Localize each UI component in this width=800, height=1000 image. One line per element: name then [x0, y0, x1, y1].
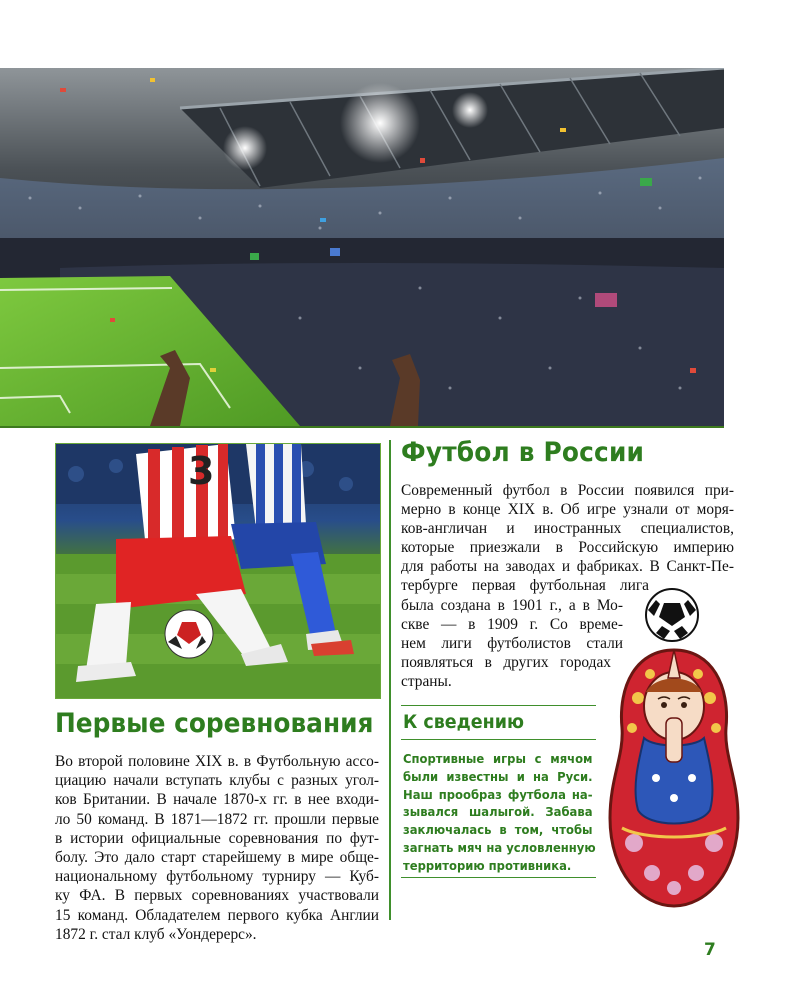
- info-box-title-rule: [401, 739, 596, 740]
- svg-text:3: 3: [188, 449, 215, 493]
- info-line: Спортивные игры с мячом: [403, 751, 593, 766]
- matryoshka-with-ball-illustration: [604, 588, 744, 913]
- info-box-top-rule: [401, 705, 596, 706]
- stadium-photo: [0, 68, 724, 428]
- info-line: Наш прообраз футбола на-: [403, 786, 593, 802]
- first-line: ло 50 команд. В 1871—1872 гг. прошли первые: [55, 810, 379, 828]
- first-line: национальному футбольному турниру — Куб-: [55, 868, 379, 886]
- first-competitions-paragraph: [55, 752, 379, 944]
- players-illustration: [56, 444, 380, 698]
- first-line: Во второй половине XIX в. в Футбольную ассо-: [55, 753, 379, 770]
- info-line: территорию противника.: [403, 857, 572, 873]
- info-box-bottom-rule: [401, 877, 596, 878]
- russia-line: тербурге первая футбольная лига: [401, 577, 649, 595]
- russia-line: появляться в других городах: [401, 653, 611, 671]
- russia-line: Современный футбол в России появился при-: [401, 482, 734, 499]
- russia-line: скве — в 1909 г. Со време-: [401, 615, 623, 633]
- first-line: болу. Это дало старт старейшему в мире обще-: [55, 849, 379, 867]
- russia-line: ков-англичан и иностранных специалистов,: [401, 520, 734, 538]
- stadium-illustration: [0, 68, 724, 426]
- russia-heading: Футбол в России: [401, 437, 645, 468]
- info-line: были известны и на Руси.: [403, 768, 593, 784]
- column-divider: [389, 440, 391, 920]
- first-line: циацию начали вступать клубы с разных угол-: [55, 772, 379, 790]
- russia-line: страны.: [401, 672, 452, 690]
- football-players-photo: [55, 443, 381, 699]
- info-line: заключалась в том, чтобы: [403, 822, 593, 838]
- first-competitions-heading: Первые соревнования: [55, 708, 374, 739]
- russia-line: была создана в 1901 г., а в Мо-: [401, 596, 623, 614]
- matryoshka-drawing: [604, 588, 744, 913]
- first-line: 15 команд. Обладателем первого кубка Англии: [55, 906, 379, 924]
- info-line: загнать мяч на условленную: [403, 839, 596, 855]
- first-line: 1872 г. стал клуб «Уондерерс».: [55, 925, 257, 943]
- first-line: в истории официальные соревнования по фут-: [55, 829, 379, 847]
- first-line: ков Британии. В начале 1870-х гг. в нее входи-: [55, 791, 379, 809]
- russia-line: мерно в конце XIX в. Об игре узнали от моря-: [401, 501, 734, 519]
- info-box-title: К сведению: [403, 711, 524, 733]
- russia-line: для работы на заводах и фабриках. В Санкт-Пе-: [401, 558, 734, 576]
- first-line: ку ФА. В первых соревнованиях участвовали: [55, 887, 379, 905]
- page-number: 7: [704, 940, 716, 960]
- soccer-ball-icon: [646, 589, 698, 641]
- russia-line: которые приезжали в Российскую империю: [401, 539, 734, 557]
- info-line: зывался шалыгой. Забава: [403, 804, 593, 820]
- info-box-text: [403, 750, 596, 875]
- russia-line: нем лиги футболистов стали: [401, 634, 623, 652]
